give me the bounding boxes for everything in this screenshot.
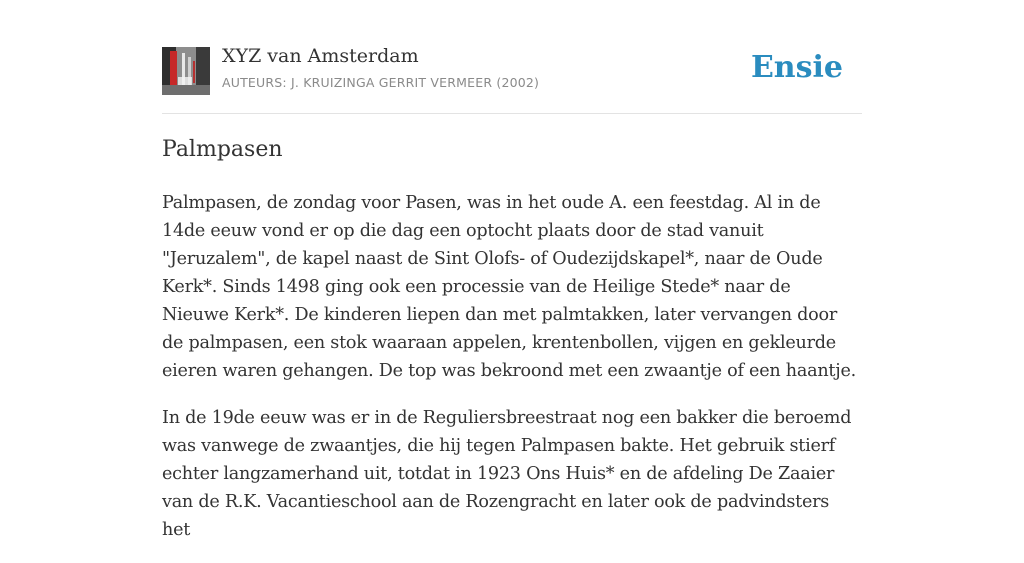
ensie-logo-link[interactable]: Ensie: [750, 50, 843, 85]
content-container: [162, 0, 862, 540]
source-authors: AUTEURS: J. KRUIZINGA GERRIT VERMEER (2002): [222, 75, 540, 90]
source-header: [162, 0, 862, 114]
book-cover-thumbnail-icon[interactable]: [162, 47, 210, 95]
entry-body: [162, 189, 862, 563]
entry-title: Palmpasen: [162, 137, 283, 162]
source-title[interactable]: XYZ van Amsterdam: [222, 45, 419, 67]
body-paragraph-1: Palmpasen, de zondag voor Pasen, was in het oude A. een feestdag. Al in de 14de eeuw vond er op die dag een optocht plaats door de stad vanuit "Jeruzalem", de kapel naast de Sint Olofs- of Oudezijdskapel*, naar de Oude Kerk*. Sinds 1498 ging ook een processie van de Heilige Stede* naar de Nieuwe Kerk*. De kinderen liepen dan met palmtakken, later vervangen door de palmpasen, een stok waaraan appelen, krentenbollen, vijgen en gekleurde eieren waren gehangen. De top was bekroond met een zwaantje of een haantje.: [162, 193, 856, 381]
body-paragraph-2: In de 19de eeuw was er in de Reguliersbreestraat nog een bakker die beroemd was vanwege de zwaantjes, die hij tegen Palmpasen bakte. Het gebruik stierf echter langzamerhand uit, totdat in 1923 Ons Huis* en de afdeling De Zaaier van de R.K. Vacantieschool aan de Rozengracht en later ook de padvindsters het: [162, 408, 852, 540]
book-cover-image: [162, 47, 210, 95]
